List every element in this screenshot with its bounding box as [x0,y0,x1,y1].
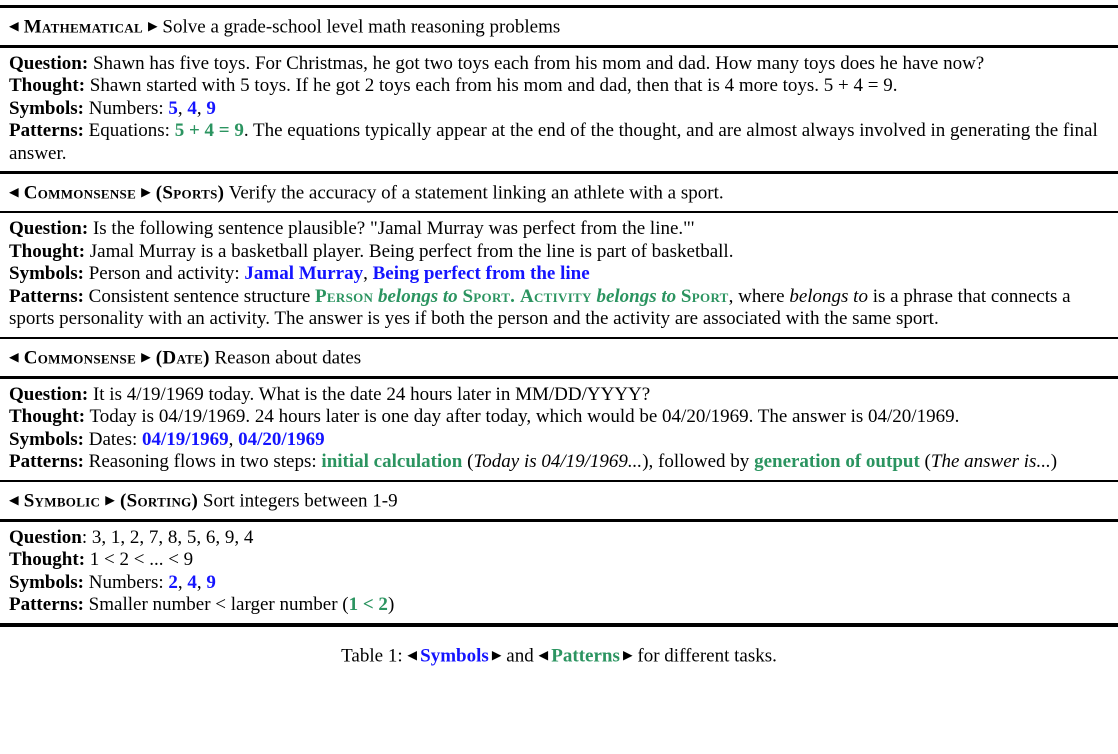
text-segment: ( [462,451,474,472]
question-text: Is the following sentence plausible? "Jamal Murray was perfect from the line."' [88,218,695,239]
row-label: Question: [9,383,89,405]
triangle-right-icon: ▶ [141,184,151,199]
pattern: Sport [680,285,729,307]
row-label: Symbols: [9,97,84,119]
text-segment: Person and activity: [83,263,245,284]
row-label: Patterns: [9,451,84,472]
task-description: Sort integers between 1-9 [198,490,398,512]
row-patterns-commonsense-sports [9,286,1109,331]
pattern: 5 + 4 = 9 [174,120,244,141]
section-header-commonsense-sports [0,174,1118,211]
symbol: 2 [168,571,178,593]
thought-text: 1 < 2 < ... < 9 [85,549,194,570]
question-text: Shawn has five toys. For Christmas, he got two toys each from his mom and dad. How many toys does he have now? [88,52,985,74]
triangle-left-icon: ◀ [9,19,19,33]
subtask-name: (Sports) [150,182,225,203]
symbol: 4 [187,97,197,119]
text-segment: , [177,571,188,593]
row-question-commonsense-date [9,384,1109,407]
row-label: Question: [9,218,89,239]
text-segment: ) [1050,451,1058,472]
row-question-symbolic-sorting [9,527,1109,550]
symbol: Jamal Murray [244,263,364,284]
task-description: Solve a grade-school level math reasoning problems [157,16,561,38]
text-segment: Equations: [83,120,175,141]
table-rule [0,623,1118,627]
row-thought-symbolic-sorting [9,549,1109,572]
row-label: Patterns: [9,594,84,615]
pattern: 1 < 2 [348,594,388,615]
text-segment: Reasoning flows in two steps: [83,451,322,472]
triangle-left-icon: ◀ [9,350,19,364]
row-label: Thought: [9,240,86,262]
text-segment: , where [728,285,790,307]
row-patterns-mathematical [9,120,1109,165]
section-header-symbolic-sorting [0,482,1118,519]
section-header-mathematical [0,8,1118,45]
pattern: generation of output [754,451,920,472]
text-segment: , [196,97,207,119]
section-body-mathematical [0,48,1118,172]
symbol: 9 [206,571,216,593]
task-name: Commonsense [18,347,142,369]
thought-text: Jamal Murray is a basketball player. Being perfect from the line is part of basketball. [85,240,734,262]
section-body-commonsense-sports [0,213,1118,337]
triangle-right-icon: ▶ [105,493,115,507]
row-symbols-commonsense-sports [9,263,1109,286]
triangle-left-icon: ◀ [407,647,421,662]
caption-patterns: Patterns [551,645,620,666]
row-thought-mathematical [9,75,1109,98]
row-label: Question: [9,52,89,74]
row-label: Question [9,526,82,548]
triangle-right-icon: ▶ [141,350,151,364]
symbol: 4 [187,571,197,593]
text-segment: ), followed by [642,451,755,472]
row-symbols-mathematical [9,98,1109,121]
symbol: 9 [206,97,216,119]
symbol: 04/19/1969 [142,428,229,450]
text-segment: , [363,263,373,284]
section-body-symbolic-sorting [0,522,1118,623]
pattern: belongs to [591,285,681,307]
row-label: Thought: [9,549,86,570]
section-body-commonsense-date [0,379,1118,480]
pattern: Person [315,285,374,307]
text-segment: and [501,645,539,666]
text-segment: , [228,428,239,450]
caption-suffix: for different tasks. [632,645,777,666]
text-segment: Dates: [83,428,143,450]
triangle-left-icon: ◀ [538,647,552,662]
triangle-right-icon: ▶ [488,647,502,662]
row-thought-commonsense-sports [9,241,1109,264]
row-thought-commonsense-date [9,406,1109,429]
text-segment: Smaller number < larger number ( [83,594,349,615]
task-name: Commonsense [18,182,142,203]
triangle-left-icon: ◀ [9,493,19,507]
row-label: Patterns: [9,285,84,307]
pattern: Sport. [462,285,516,307]
triangle-right-icon: ▶ [619,647,633,662]
text-segment: Numbers: [83,97,169,119]
row-label: Patterns: [9,120,84,141]
task-name: Mathematical [18,16,149,38]
thought-text: Shawn started with 5 toys. If he got 2 toys each from his mom and dad, then that is 4 more toys. 5 + 4 = 9. [85,75,898,96]
row-question-mathematical [9,53,1109,76]
text-segment: The answer is... [930,451,1051,472]
row-label: Symbols: [9,263,84,284]
text-segment: belongs to [789,285,868,307]
row-symbols-commonsense-date [9,429,1109,452]
text-segment: Consistent sentence structure [83,285,316,307]
row-patterns-symbolic-sorting [9,594,1109,617]
triangle-left-icon: ◀ [9,184,19,199]
question-text: : 3, 1, 2, 7, 8, 5, 6, 9, 4 [81,526,254,548]
pattern: Activity [519,285,592,307]
row-label: Thought: [9,75,86,96]
row-label: Symbols: [9,428,84,450]
task-name: Symbolic [18,490,106,512]
row-label: Symbols: [9,571,84,593]
section-header-commonsense-date [0,339,1118,376]
text-segment: ( [919,451,931,472]
row-patterns-commonsense-date [9,451,1109,474]
text-segment: ) [387,594,395,615]
caption-symbols: Symbols [420,645,489,666]
row-symbols-symbolic-sorting [9,572,1109,595]
text-segment: Today is 04/19/1969... [473,451,643,472]
subtask-name: (Sorting) [114,490,199,512]
text-segment: , [196,571,207,593]
task-description: Reason about dates [209,347,362,369]
pattern: belongs to [373,285,463,307]
text-segment: , [177,97,188,119]
task-description: Verify the accuracy of a statement linking an athlete with a sport. [224,182,724,203]
table-caption [0,644,1118,668]
symbol: Being perfect from the line [372,263,590,284]
subtask-name: (Date) [150,347,210,369]
thought-text: Today is 04/19/1969. 24 hours later is one day after today, which would be 04/20/1969. The answer is 04/20/1969. [85,406,960,427]
text-segment: Numbers: [83,571,169,593]
row-label: Thought: [9,406,86,427]
symbol: 5 [168,97,178,119]
caption-prefix: Table 1: [341,645,408,666]
question-text: It is 4/19/1969 today. What is the date 24 hours later in MM/DD/YYYY? [88,383,651,405]
symbol: 04/20/1969 [238,428,325,450]
pattern: initial calculation [321,451,463,472]
text-segment: is a phrase that connects a sports personality with an activity. The answer is yes if both the person and the activity are associated with the same sport. [9,285,1071,329]
text-segment: . The equations typically appear at the end of the thought, and are almost always involved in generating the final answer. [9,120,1098,164]
triangle-right-icon: ▶ [148,19,158,33]
row-question-commonsense-sports [9,218,1109,241]
